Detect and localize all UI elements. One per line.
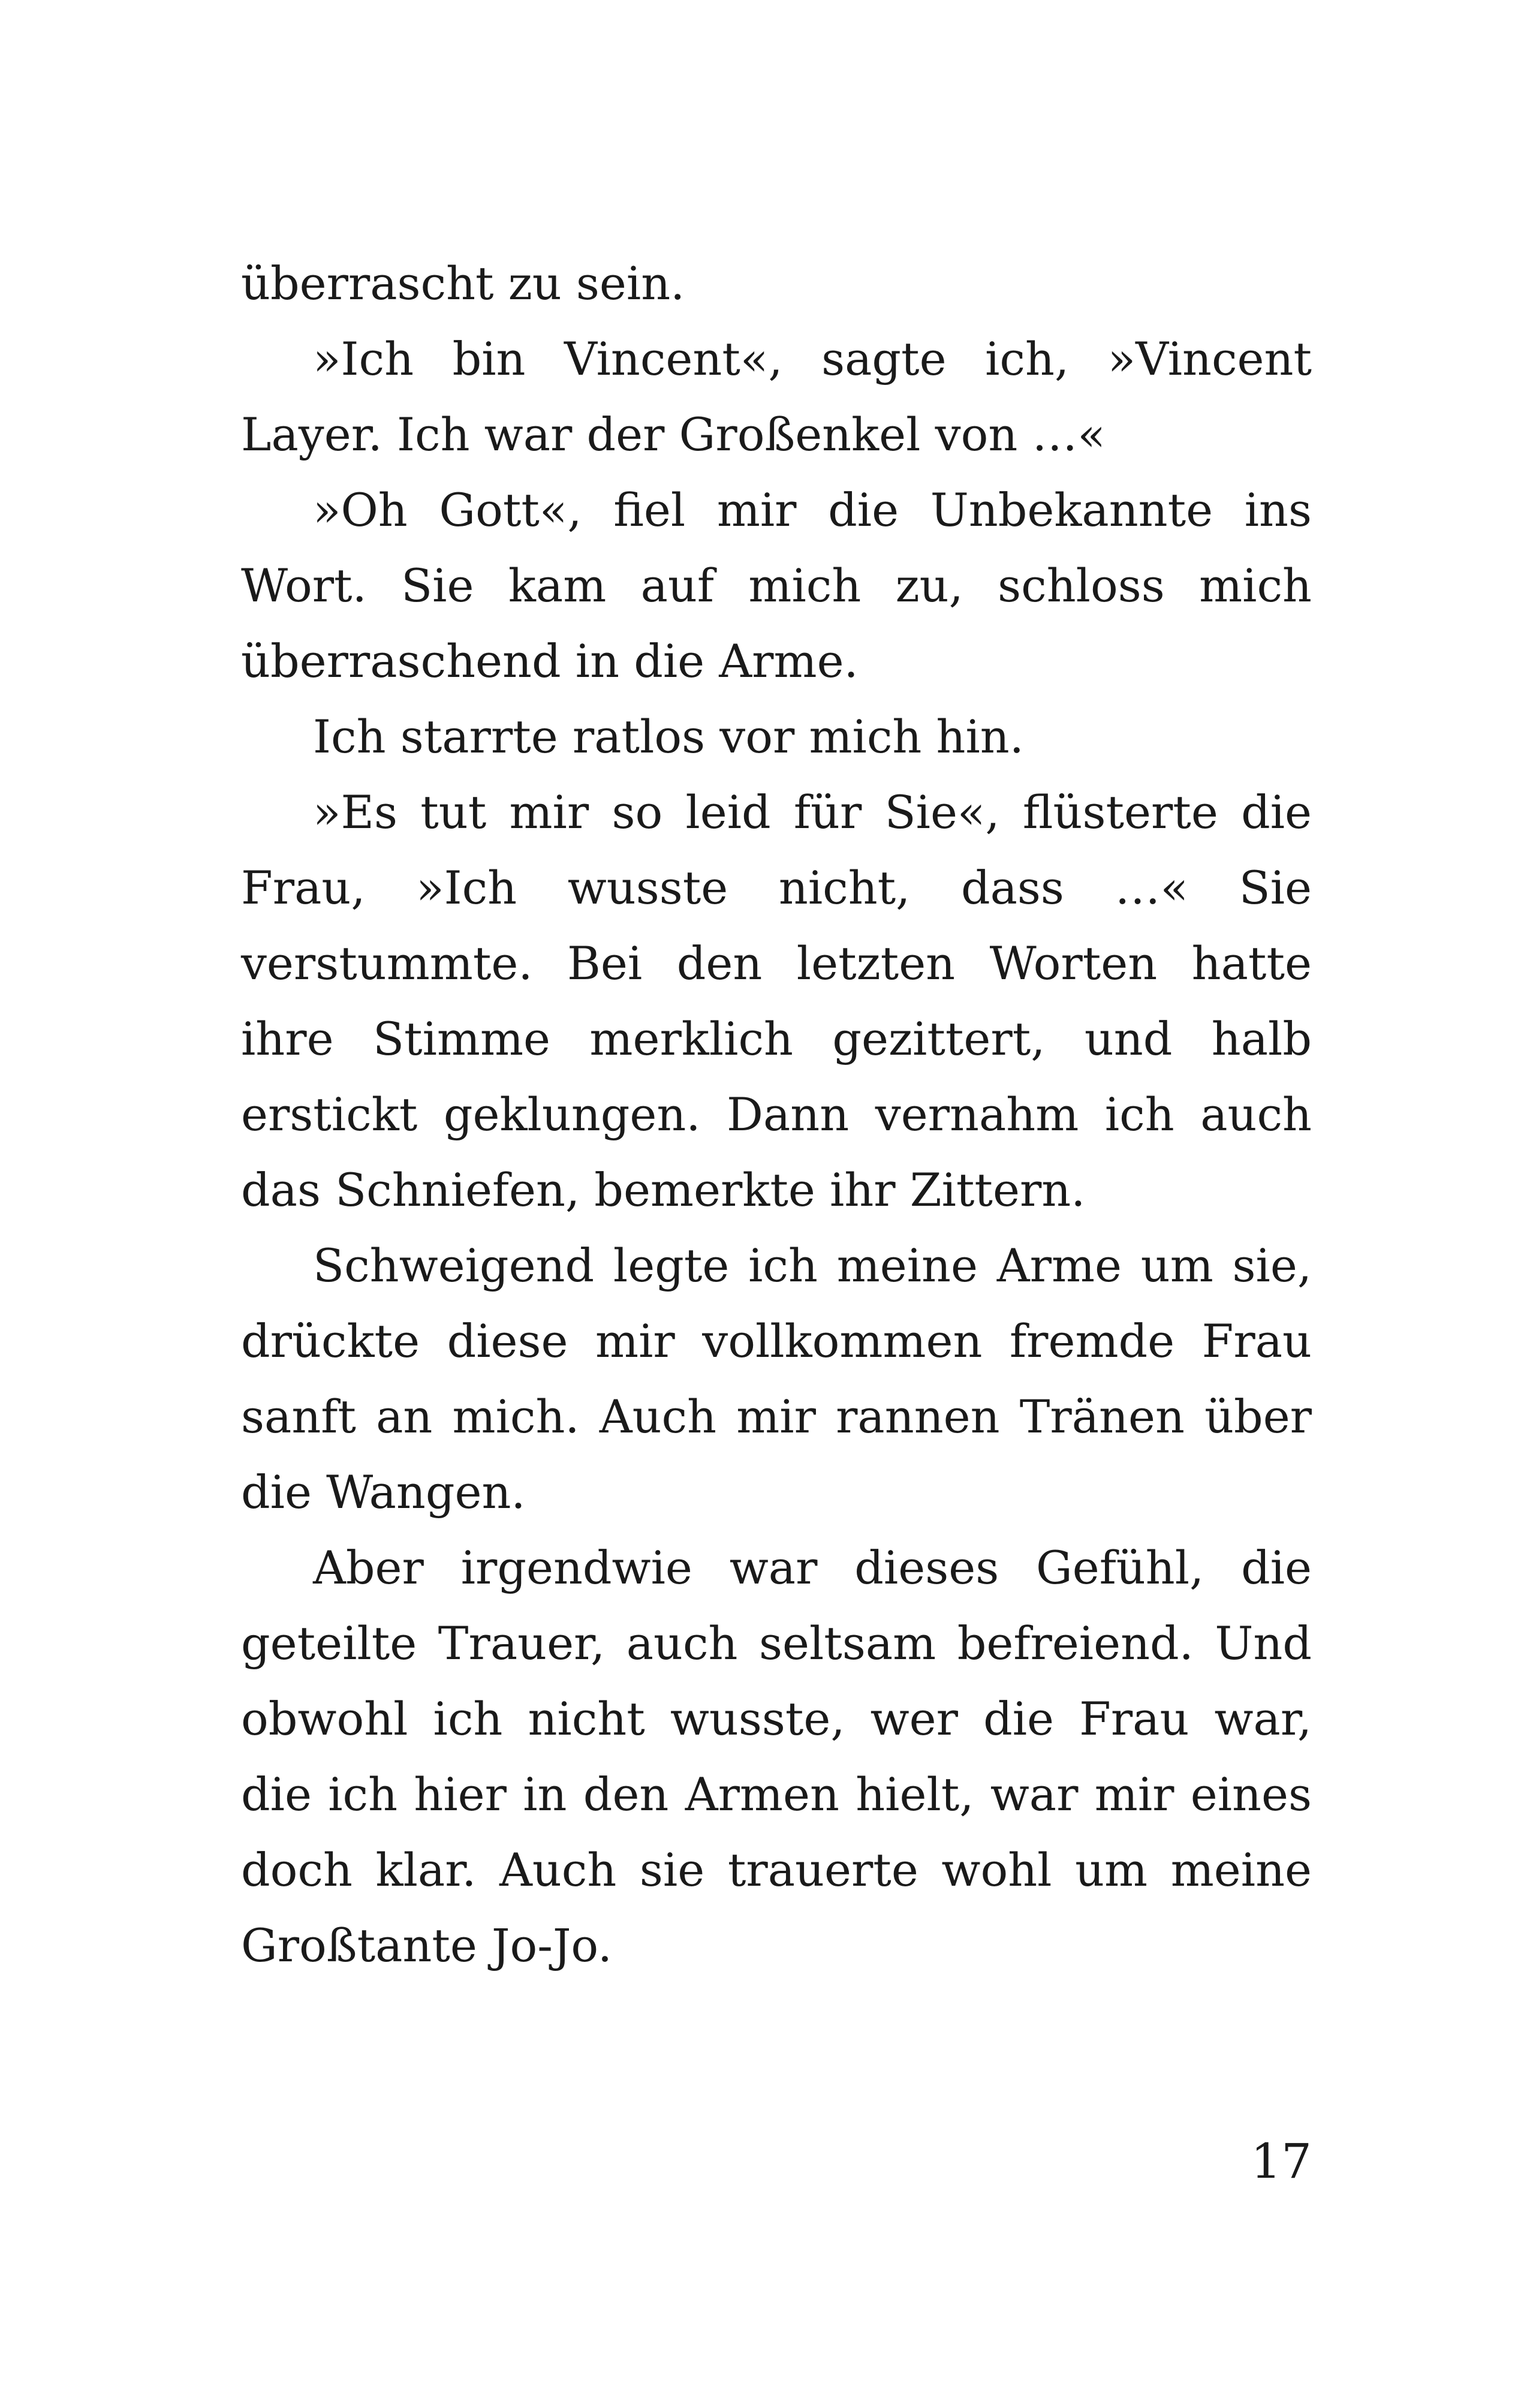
paragraph-ratlos: Ich starrte ratlos vor mich hin. [313,710,1024,763]
paragraph-schweigend: Schweigend legte ich meine Arme um sie, drückte diese mir vollkommen fremde Frau sanft an mich. Auch mir rannen Tränen über die Wangen. [241,1239,1312,1519]
paragraph-continuation: überrascht zu sein. [241,257,685,310]
paragraph-oh-gott: »Oh Gott«, fiel mir die Unbekannte ins Wort. Sie kam auf mich zu, schloss mich überraschend in die Arme. [241,483,1312,688]
paragraph-aber-irgendwie: Aber irgendwie war dieses Gefühl, die geteilte Trauer, auch seltsam befreiend. Und obwohl ich nicht wusste, wer die Frau war, die ich hier in den Armen hielt, war mir eines doch klar. Auch sie trauerte wohl um meine Großtante Jo-Jo. [241,1541,1312,1972]
paragraph-es-tut-mir-leid: »Es tut mir so leid für Sie«, flüsterte die Frau, »Ich wusste nicht, dass …« Sie verstummte. Bei den letzten Worten hatte ihre Stimme merklich gezittert, und halb erstickt geklungen. Dann vernahm ich auch das Schniefen, bemerkte ihr Zittern. [241,785,1312,1217]
paragraph-vincent-intro: »Ich bin Vincent«, sagte ich, »Vincent Layer. Ich war der Großenkel von …« [241,332,1312,461]
page-number: 17 [1251,2133,1312,2189]
body-text [241,246,1312,1983]
